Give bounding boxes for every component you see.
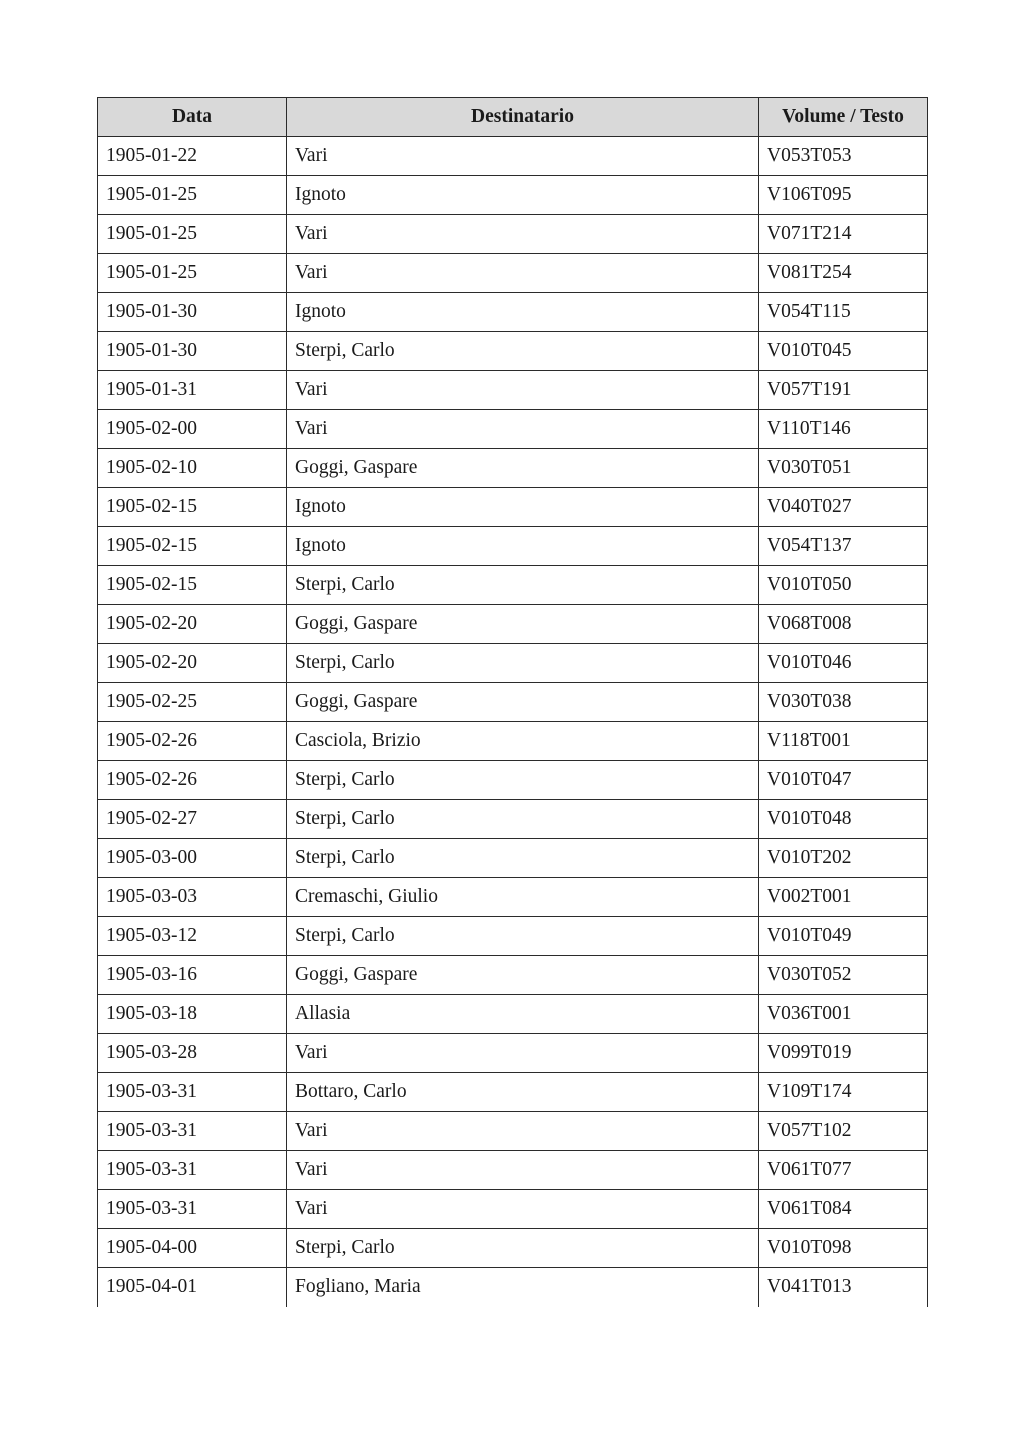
cell-date: 1905-01-25 [98, 176, 287, 215]
cell-volume-text: V030T051 [759, 449, 928, 488]
cell-recipient: Allasia [287, 995, 759, 1034]
table-row [98, 722, 928, 761]
table-row [98, 1073, 928, 1112]
cell-recipient: Goggi, Gaspare [287, 449, 759, 488]
cell-recipient: Cremaschi, Giulio [287, 878, 759, 917]
cell-date: 1905-02-26 [98, 761, 287, 800]
cell-date: 1905-01-25 [98, 254, 287, 293]
table-row [98, 1034, 928, 1073]
header-volume-text: Volume / Testo [759, 98, 928, 137]
cell-volume-text: V071T214 [759, 215, 928, 254]
table-row [98, 1268, 928, 1307]
cell-recipient: Ignoto [287, 527, 759, 566]
table-row [98, 254, 928, 293]
table-row [98, 527, 928, 566]
table-row [98, 839, 928, 878]
table-row [98, 644, 928, 683]
cell-volume-text: V010T098 [759, 1229, 928, 1268]
table-row [98, 566, 928, 605]
cell-recipient: Ignoto [287, 488, 759, 527]
cell-volume-text: V010T046 [759, 644, 928, 683]
table-row [98, 293, 928, 332]
cell-volume-text: V010T047 [759, 761, 928, 800]
cell-date: 1905-03-18 [98, 995, 287, 1034]
cell-recipient: Vari [287, 215, 759, 254]
cell-date: 1905-02-25 [98, 683, 287, 722]
table-row [98, 1151, 928, 1190]
table-row [98, 449, 928, 488]
cell-recipient: Sterpi, Carlo [287, 566, 759, 605]
table-row [98, 800, 928, 839]
table-row [98, 1229, 928, 1268]
cell-volume-text: V036T001 [759, 995, 928, 1034]
cell-volume-text: V061T077 [759, 1151, 928, 1190]
cell-recipient: Sterpi, Carlo [287, 917, 759, 956]
cell-recipient: Goggi, Gaspare [287, 683, 759, 722]
cell-date: 1905-03-31 [98, 1151, 287, 1190]
table-row [98, 332, 928, 371]
cell-date: 1905-02-26 [98, 722, 287, 761]
cell-recipient: Vari [287, 410, 759, 449]
cell-volume-text: V061T084 [759, 1190, 928, 1229]
cell-recipient: Sterpi, Carlo [287, 839, 759, 878]
cell-recipient: Ignoto [287, 293, 759, 332]
table-row [98, 410, 928, 449]
cell-volume-text: V106T095 [759, 176, 928, 215]
cell-volume-text: V110T146 [759, 410, 928, 449]
cell-recipient: Vari [287, 254, 759, 293]
table-row [98, 605, 928, 644]
cell-volume-text: V030T052 [759, 956, 928, 995]
cell-recipient: Vari [287, 371, 759, 410]
table-row [98, 215, 928, 254]
table-row [98, 956, 928, 995]
table-row [98, 761, 928, 800]
cell-recipient: Vari [287, 1034, 759, 1073]
cell-recipient: Fogliano, Maria [287, 1268, 759, 1307]
cell-date: 1905-03-12 [98, 917, 287, 956]
cell-volume-text: V010T048 [759, 800, 928, 839]
header-date: Data [98, 98, 287, 137]
cell-date: 1905-02-20 [98, 605, 287, 644]
cell-date: 1905-01-31 [98, 371, 287, 410]
cell-volume-text: V030T038 [759, 683, 928, 722]
cell-date: 1905-03-03 [98, 878, 287, 917]
table-row [98, 488, 928, 527]
cell-volume-text: V010T050 [759, 566, 928, 605]
cell-volume-text: V002T001 [759, 878, 928, 917]
cell-volume-text: V081T254 [759, 254, 928, 293]
cell-recipient: Sterpi, Carlo [287, 1229, 759, 1268]
cell-volume-text: V040T027 [759, 488, 928, 527]
cell-date: 1905-02-15 [98, 488, 287, 527]
cell-recipient: Vari [287, 1151, 759, 1190]
cell-date: 1905-03-00 [98, 839, 287, 878]
cell-volume-text: V010T202 [759, 839, 928, 878]
header-row [98, 98, 928, 137]
cell-volume-text: V041T013 [759, 1268, 928, 1307]
table-body [98, 137, 928, 1307]
cell-date: 1905-03-31 [98, 1190, 287, 1229]
cell-recipient: Casciola, Brizio [287, 722, 759, 761]
cell-date: 1905-03-31 [98, 1112, 287, 1151]
cell-volume-text: V010T045 [759, 332, 928, 371]
table-row [98, 137, 928, 176]
cell-volume-text: V068T008 [759, 605, 928, 644]
cell-date: 1905-04-00 [98, 1229, 287, 1268]
cell-date: 1905-02-00 [98, 410, 287, 449]
cell-recipient: Goggi, Gaspare [287, 605, 759, 644]
cell-date: 1905-02-27 [98, 800, 287, 839]
table-row [98, 1112, 928, 1151]
cell-volume-text: V118T001 [759, 722, 928, 761]
table-row [98, 683, 928, 722]
cell-date: 1905-02-10 [98, 449, 287, 488]
cell-date: 1905-03-16 [98, 956, 287, 995]
document-page [97, 97, 927, 1307]
cell-date: 1905-01-22 [98, 137, 287, 176]
table-row [98, 917, 928, 956]
cell-volume-text: V099T019 [759, 1034, 928, 1073]
cell-volume-text: V054T115 [759, 293, 928, 332]
table-row [98, 176, 928, 215]
cell-date: 1905-01-30 [98, 332, 287, 371]
cell-recipient: Vari [287, 137, 759, 176]
cell-date: 1905-02-15 [98, 566, 287, 605]
cell-volume-text: V057T102 [759, 1112, 928, 1151]
table-row [98, 878, 928, 917]
cell-recipient: Vari [287, 1190, 759, 1229]
cell-volume-text: V053T053 [759, 137, 928, 176]
header-recipient: Destinatario [287, 98, 759, 137]
cell-date: 1905-02-15 [98, 527, 287, 566]
cell-date: 1905-02-20 [98, 644, 287, 683]
cell-date: 1905-03-31 [98, 1073, 287, 1112]
table-header [98, 98, 928, 137]
table-row [98, 995, 928, 1034]
letters-table [97, 97, 928, 1307]
cell-recipient: Sterpi, Carlo [287, 332, 759, 371]
cell-date: 1905-04-01 [98, 1268, 287, 1307]
cell-recipient: Ignoto [287, 176, 759, 215]
cell-recipient: Bottaro, Carlo [287, 1073, 759, 1112]
cell-volume-text: V109T174 [759, 1073, 928, 1112]
cell-recipient: Sterpi, Carlo [287, 644, 759, 683]
cell-volume-text: V010T049 [759, 917, 928, 956]
table-row [98, 371, 928, 410]
cell-date: 1905-01-25 [98, 215, 287, 254]
table-row [98, 1190, 928, 1229]
cell-volume-text: V054T137 [759, 527, 928, 566]
cell-recipient: Sterpi, Carlo [287, 800, 759, 839]
cell-date: 1905-01-30 [98, 293, 287, 332]
cell-recipient: Sterpi, Carlo [287, 761, 759, 800]
cell-volume-text: V057T191 [759, 371, 928, 410]
cell-recipient: Vari [287, 1112, 759, 1151]
cell-date: 1905-03-28 [98, 1034, 287, 1073]
cell-recipient: Goggi, Gaspare [287, 956, 759, 995]
